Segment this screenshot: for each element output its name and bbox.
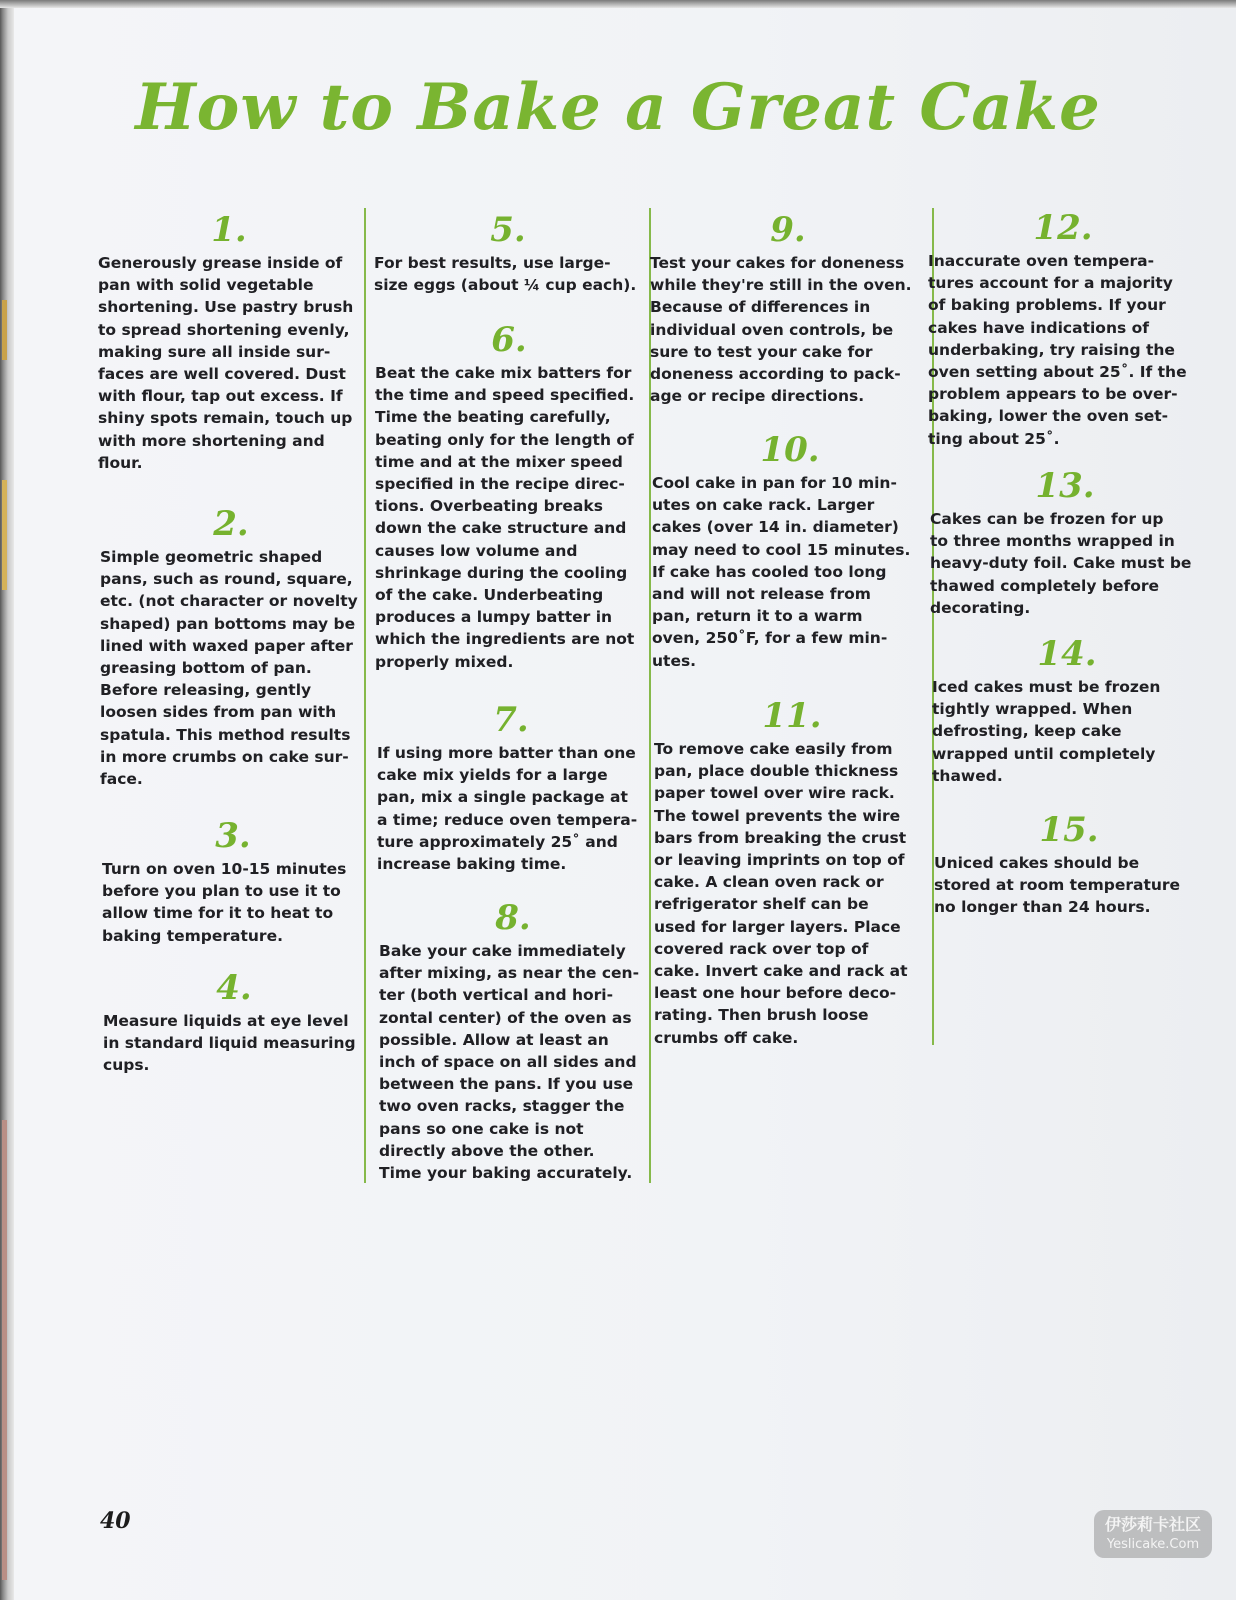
tip-text: Cool cake in pan for 10 min- utes on cake rack. Larger cakes (over 14 in. diameter) may need to cool 15 minutes. If cake has cooled too long and will not release from pan, return it to a warm oven, 250˚F, for a few min- utes. — [652, 474, 911, 670]
tip-text: Simple geometric shaped pans, such as round, square, etc. (not character or novelty shaped) pan bottoms may be lined with waxed paper after greasing bottom of pan. Before releasing, gently loosen sides from pan with spatula. This method results in more crumbs on cake sur- face. — [100, 548, 358, 789]
tip-text: For best results, use large- size eggs (about ¼ cup each). — [374, 254, 637, 295]
tip-item — [654, 698, 930, 1049]
tip-text: Bake your cake immediately after mixing, as near the cen- ter (both vertical and hori- zontal center) of the oven as possible. Allow at least an inch of space on all sides and between the pans. If you use two oven racks, stagger the pans so one cake is not directly above the other. Time your baking accurately. — [379, 942, 640, 1183]
tip-number: 8. — [495, 898, 531, 938]
tip-item — [652, 432, 928, 672]
watermark-line: Yeslicake.Com — [1106, 1537, 1200, 1552]
tip-number: 6. — [491, 320, 527, 360]
tip-number: 2. — [213, 504, 249, 544]
binding-color-strip — [2, 300, 7, 360]
tip-number: 14. — [1037, 634, 1097, 674]
tip-text: Beat the cake mix batters for the time and speed specified. Time the beating carefully, beating only for the length of time and at the mixer speed specified in the recipe direc- tions. Overbeating breaks down the cake structure and causes low volume and shrinkage during the cooling of the cake. Underbeating produces a lumpy batter in which the ingredients are not properly mixed. — [375, 364, 635, 671]
tip-item — [100, 506, 362, 790]
tip-item — [102, 818, 364, 947]
tip-item — [377, 702, 645, 875]
tip-text: Cakes can be frozen for up to three months wrapped in heavy-duty foil. Cake must be thawed completely before decorating. — [930, 510, 1192, 617]
binding-color-strip — [2, 1120, 7, 1580]
tip-number: 10. — [760, 430, 820, 470]
watermark-line: 伊莎莉卡社区 — [1104, 1515, 1201, 1534]
tip-number: 11. — [762, 696, 822, 736]
tip-text: Iced cakes must be frozen tightly wrapped. When defrosting, keep cake wrapped until completely thawed. — [932, 678, 1161, 785]
tip-number: 7. — [493, 700, 529, 740]
tip-text: Generously grease inside of pan with solid vegetable shortening. Use pastry brush to spread shortening evenly, making sure all inside sur- faces are well covered. Dust with flour, tap out excess. If shiny spots remain, touch up with more shortening and flour. — [98, 254, 354, 472]
page-title: How to Bake a Great Cake — [135, 70, 1101, 145]
tip-text: To remove cake easily from pan, place double thickness paper towel over wire rack. The towel prevents the wire bars from breaking the crust or leaving imprints on top of cake. A clean oven rack or refrigerator shelf can be used for larger layers. Place covered rack over top of cake. Invert cake and rack at least one hour before deco- rating. Then brush loose crumbs off cake. — [654, 740, 908, 1047]
tip-item — [103, 970, 365, 1077]
tip-text: If using more batter than one cake mix yields for a large pan, mix a single package at a time; reduce oven tempera- ture approximately 25˚ and increase baking time. — [377, 744, 638, 874]
binding-color-strip — [2, 480, 7, 590]
site-watermark — [1094, 1510, 1212, 1558]
tip-number: 4. — [216, 968, 252, 1008]
tip-text: Test your cakes for doneness while they're still in the oven. Because of differences in individual oven controls, be sure to test your cake for doneness according to pack- age or recipe directions. — [650, 254, 912, 406]
tip-text: Inaccurate oven tempera- tures account for a majority of baking problems. If your cakes have indications of underbaking, try raising the oven setting about 25˚. If the problem appears to be over- baking, lower the oven set- ting about 25˚. — [928, 252, 1187, 448]
tip-text: Measure liquids at eye level in standard liquid measuring cups. — [103, 1012, 356, 1075]
tip-item — [932, 636, 1202, 787]
tip-item — [374, 212, 642, 296]
tip-number: 1. — [211, 210, 247, 250]
tip-number: 13. — [1035, 466, 1095, 506]
tip-item — [928, 210, 1198, 450]
tip-number: 5. — [490, 210, 526, 250]
tip-item — [930, 468, 1200, 619]
tip-item — [98, 212, 360, 474]
tip-number: 15. — [1039, 810, 1099, 850]
page-number: 40 — [100, 1508, 131, 1534]
tip-item — [379, 900, 647, 1184]
page-binding-edge — [0, 0, 14, 1600]
tip-item — [375, 322, 643, 673]
tip-number: 12. — [1033, 208, 1093, 248]
tip-number: 3. — [215, 816, 251, 856]
tip-text: Turn on oven 10-15 minutes before you plan to use it to allow time for it to heat to baking temperature. — [102, 860, 347, 945]
tip-item — [934, 812, 1204, 919]
tip-item — [650, 212, 926, 407]
page-top-edge — [0, 0, 1236, 8]
tip-text: Uniced cakes should be stored at room temperature no longer than 24 hours. — [934, 854, 1181, 917]
tip-number: 9. — [770, 210, 806, 250]
